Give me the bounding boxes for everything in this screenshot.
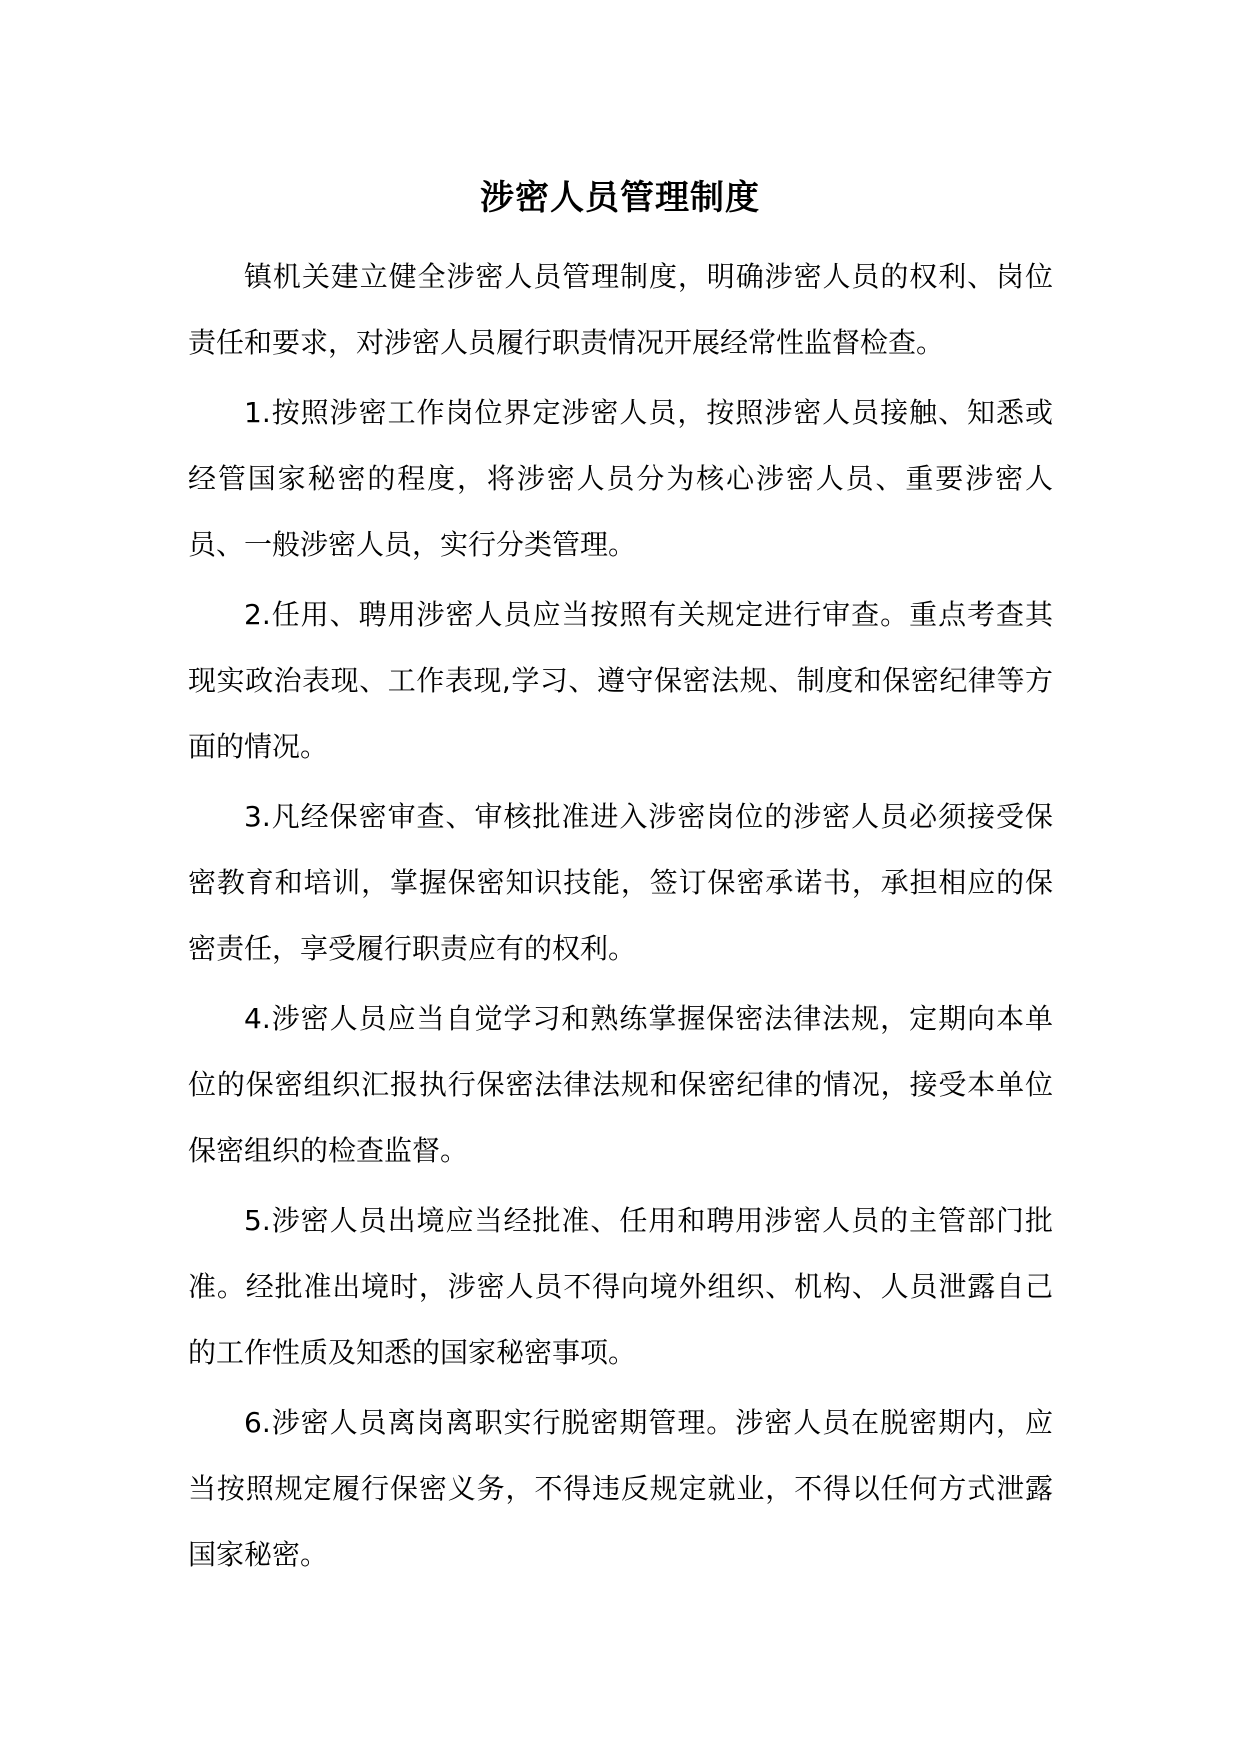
paragraph-6: 6.涉密人员离岗离职实行脱密期管理。涉密人员在脱密期内，应当按照规定履行保密义务，不得违反规定就业，不得以任何方式泄露国家秘密。 xyxy=(188,1406,1053,1571)
paragraph-3: 3.凡经保密审查、审核批准进入涉密岗位的涉密人员必须接受保密教育和培训，掌握保密知识技能，签订保密承诺书，承担相应的保密责任，享受履行职责应有的权利。 xyxy=(188,800,1053,965)
document-body xyxy=(188,244,1053,1592)
paragraph-4: 4.涉密人员应当自觉学习和熟练掌握保密法律法规，定期向本单位的保密组织汇报执行保密法律法规和保密纪律的情况，接受本单位保密组织的检查监督。 xyxy=(188,1002,1053,1167)
paragraph-intro: 镇机关建立健全涉密人员管理制度，明确涉密人员的权利、岗位责任和要求，对涉密人员履行职责情况开展经常性监督检查。 xyxy=(188,260,1053,359)
paragraph-5: 5.涉密人员出境应当经批准、任用和聘用涉密人员的主管部门批准。经批准出境时，涉密人员不得向境外组织、机构、人员泄露自己的工作性质及知悉的国家秘密事项。 xyxy=(188,1204,1053,1369)
document-title: 涉密人员管理制度 xyxy=(480,178,760,218)
paragraph-2: 2.任用、聘用涉密人员应当按照有关规定进行审查。重点考查其现实政治表现、工作表现,学习、遵守保密法规、制度和保密纪律等方面的情况。 xyxy=(188,598,1053,763)
paragraph-1: 1.按照涉密工作岗位界定涉密人员，按照涉密人员接触、知悉或经管国家秘密的程度，将涉密人员分为核心涉密人员、重要涉密人员、一般涉密人员，实行分类管理。 xyxy=(188,396,1053,561)
